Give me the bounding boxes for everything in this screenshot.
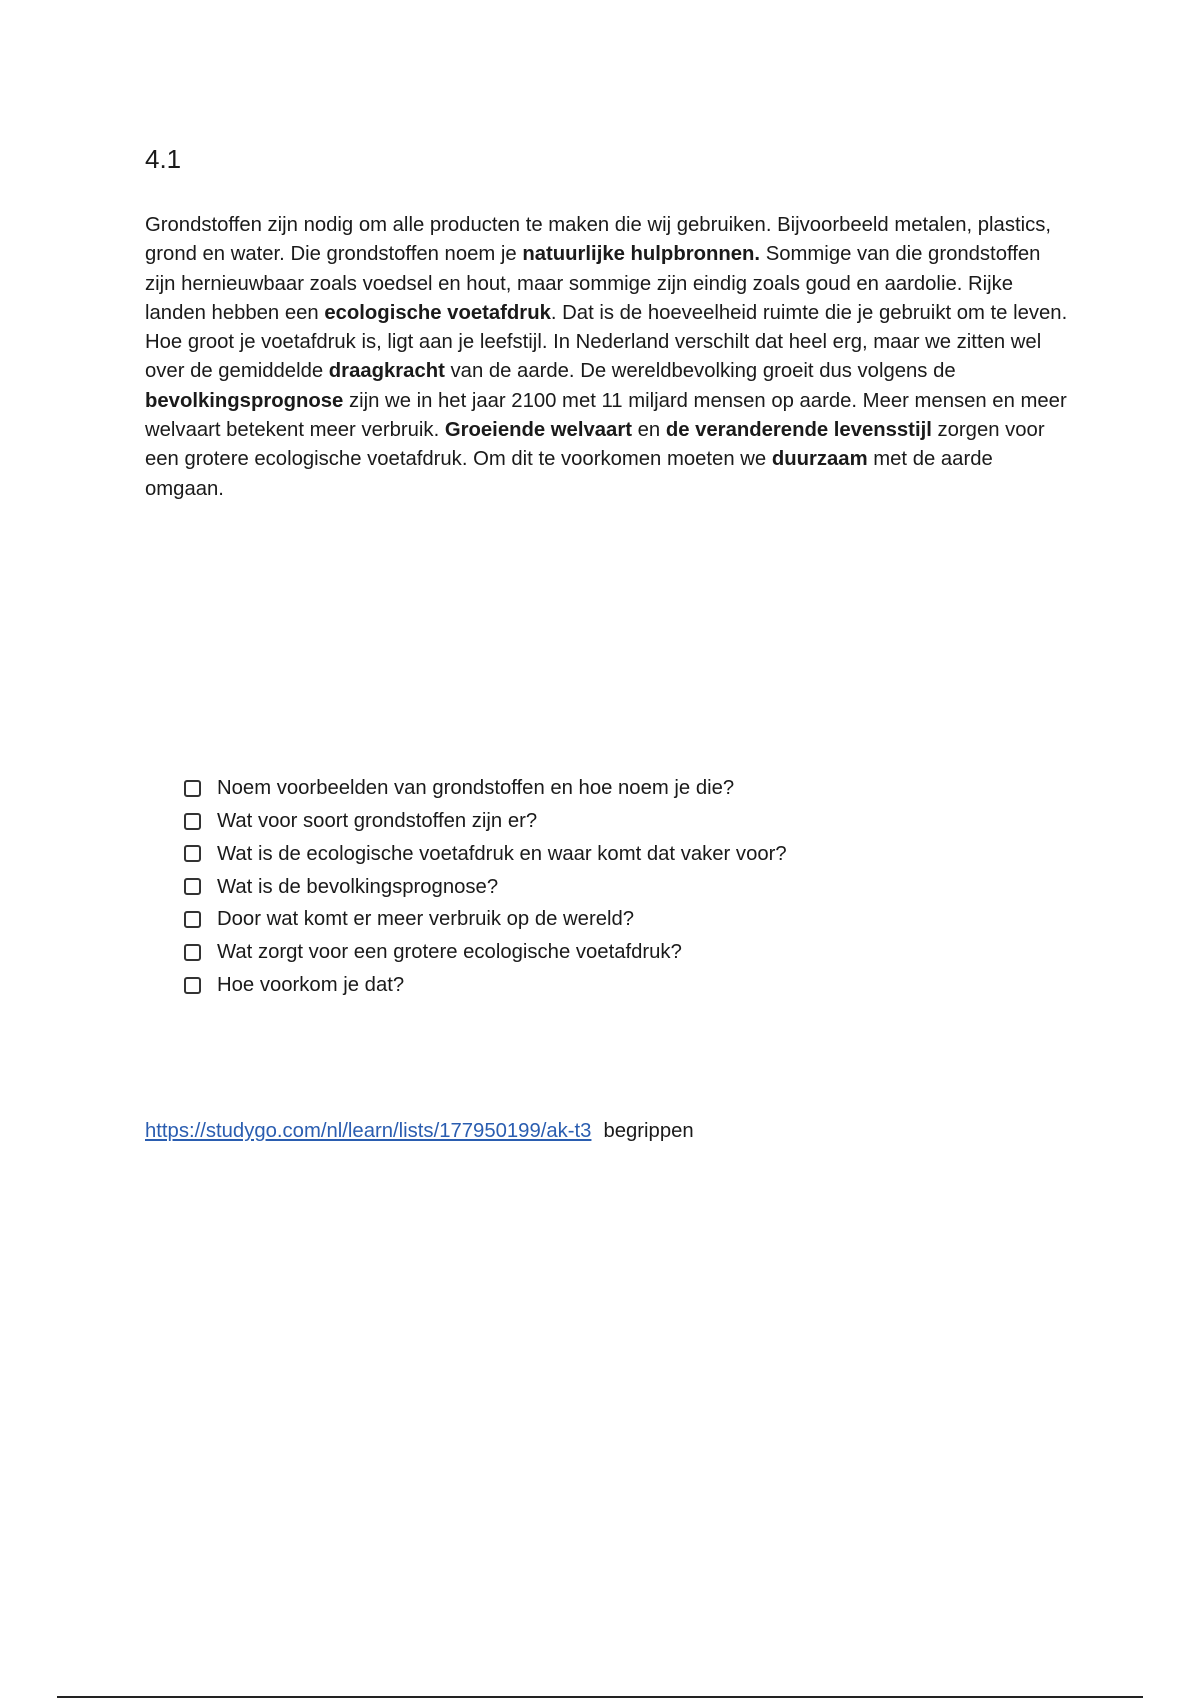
page-bottom-rule <box>57 1696 1143 1698</box>
checklist-item <box>184 936 787 969</box>
bold-term: bevolkingsprognose <box>145 389 344 412</box>
paragraph-text: Grondstoffen zijn nodig om alle producten te maken die wij gebruiken. Bijvoorbeeld metalen, plastics, grond en water. Die grondstoffen noem je <box>145 214 1052 266</box>
bold-term: Groeiende welvaart <box>444 419 632 442</box>
checklist-item <box>184 838 787 871</box>
body-paragraph <box>145 211 1070 504</box>
checklist-question: Wat is de bevolkingsprognose? <box>217 875 499 898</box>
paragraph-text: met de aarde omgaan. <box>145 448 993 500</box>
checkbox[interactable] <box>184 813 201 830</box>
checklist-item <box>184 870 787 903</box>
studygo-link[interactable]: https://studygo.com/nl/learn/lists/177950199/ak-t3 <box>145 1120 592 1142</box>
checkbox[interactable] <box>184 878 201 895</box>
bold-term: natuurlijke hulpbronnen. <box>522 243 761 266</box>
paragraph-text: Sommige van die grondstoffen zijn hernieuwbaar zoals voedsel en hout, maar sommige zijn eindig zoals goud en aardolie. Rijke landen hebben een <box>145 243 1041 324</box>
checkbox[interactable] <box>184 944 201 961</box>
bold-term: ecologische voetafdruk <box>324 301 551 324</box>
checklist-question: Wat voor soort grondstoffen zijn er? <box>217 810 538 833</box>
link-suffix-text: begrippen <box>603 1120 694 1142</box>
paragraph-text: en <box>631 419 666 442</box>
checkbox[interactable] <box>184 911 201 928</box>
checkbox[interactable] <box>184 977 201 994</box>
paragraph-text: zijn we in het jaar 2100 met 11 miljard mensen op aarde. Meer mensen en meer welvaart betekent meer verbruik. <box>145 389 1067 442</box>
checklist-item <box>184 805 787 838</box>
bold-term: de veranderende levensstijl <box>665 419 932 442</box>
checkbox[interactable] <box>184 780 201 797</box>
checklist-question: Hoe voorkom je dat? <box>217 974 405 997</box>
bold-term: draagkracht <box>328 360 445 383</box>
paragraph-text: van de aarde. De wereldbevolking groeit dus volgens de <box>444 360 956 383</box>
section-heading: 4.1 <box>145 144 182 174</box>
checklist-item <box>184 772 787 805</box>
checklist-question: Noem voorbeelden van grondstoffen en hoe noem je die? <box>217 777 735 800</box>
paragraph-text: . Dat is de hoeveelheid ruimte die je gebruikt om te leven. Hoe groot je voetafdruk is, ligt aan je leefstijl. In Nederland verschilt dat heel erg, maar we zitten wel over de gemiddelde <box>145 301 1068 383</box>
checklist-question: Wat zorgt voor een grotere ecologische voetafdruk? <box>217 941 682 964</box>
link-line <box>145 1117 694 1145</box>
bold-term: duurzaam <box>771 448 868 471</box>
question-checklist <box>184 772 787 1002</box>
checklist-item <box>184 969 787 1002</box>
checkbox[interactable] <box>184 845 201 862</box>
checklist-question: Door wat komt er meer verbruik op de wereld? <box>217 908 635 931</box>
checklist-item <box>184 903 787 936</box>
paragraph-text: zorgen voor een grotere ecologische voetafdruk. Om dit te voorkomen moeten we <box>145 419 1045 471</box>
checklist-question: Wat is de ecologische voetafdruk en waar komt dat vaker voor? <box>217 842 787 865</box>
